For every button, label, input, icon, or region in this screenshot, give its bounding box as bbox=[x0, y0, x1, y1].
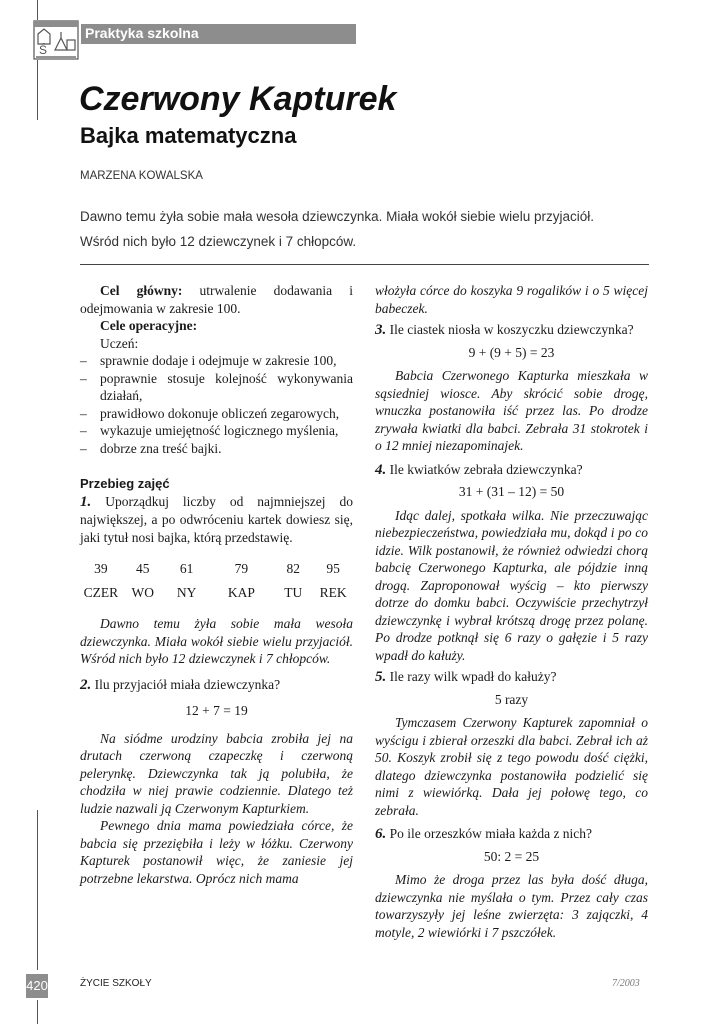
school-logo-icon bbox=[33, 20, 79, 60]
list-item bbox=[80, 352, 353, 370]
syllable-cell: CZER bbox=[83, 584, 119, 600]
task-text: Po ile orzeszków miała każda z nich? bbox=[389, 826, 593, 841]
left-column bbox=[80, 282, 353, 887]
author: MARZENA KOWALSKA bbox=[80, 170, 203, 182]
lead-line: Wśród nich było 12 dziewczynek i 7 chłopców. bbox=[80, 234, 357, 249]
divider bbox=[80, 264, 649, 265]
equation: 5 razy bbox=[494, 691, 529, 707]
task-6 bbox=[375, 825, 648, 844]
margin-rule-foot bbox=[37, 1000, 38, 1024]
equation: 50: 2 = 25 bbox=[483, 848, 540, 864]
list-item bbox=[80, 370, 353, 405]
story-paragraph: Babcia Czerwonego Kapturka mieszkała w sąsiedniej wiosce. Aby skrócić sobie drogę, wnuczka postanowiła iść przez las. Po drodze zrywała kwiatki dla babci. Zebrała 31 stokrotek i o 12 mniej niezapominajek. bbox=[375, 368, 648, 453]
issue-date: 7/2003 bbox=[612, 978, 640, 989]
number-cell: 39 bbox=[94, 561, 108, 576]
dash-bullet: – bbox=[80, 353, 87, 368]
task-text: Ile kwiatków zebrała dziewczynka? bbox=[389, 461, 583, 477]
story-paragraph: Idąc dalej, spotkała wilka. Nie przeczuwając niebezpieczeństwa, powiedziała mu, dokąd i po co idzie. Wilk postanowił, że również odwiedzi chorą babcię Czerwonego Kapturka, ale pójdzie inną drogą. Zaproponował wyścig – kto pierwszy dotrze do domku babci. Oczywiście przechytrzył dziewczynkę i wybrał krótszą drogę przez polanę. Po drodze potknął się 6 razy o gałęzie i 5 razy wpadł do kałuży. bbox=[375, 507, 648, 663]
task-number: 1. bbox=[80, 493, 92, 510]
right-column bbox=[375, 282, 648, 941]
goal-text: utrwalenie dodawania i odejmowania w zakresie 100. bbox=[80, 283, 354, 316]
list-item bbox=[80, 405, 353, 423]
syllable-cell: REK bbox=[319, 584, 347, 600]
section-header bbox=[33, 20, 356, 46]
task-5 bbox=[375, 668, 648, 687]
task-4 bbox=[375, 461, 648, 480]
syllables-row bbox=[80, 584, 353, 602]
student-label: Uczeń: bbox=[100, 335, 139, 351]
number-cell: 95 bbox=[326, 561, 340, 576]
ops-label: Cele operacyjne: bbox=[100, 318, 198, 333]
article-title: Czerwony Kapturek bbox=[79, 80, 397, 118]
list-item-text: wykazuje umiejętność logicznego myślenia, bbox=[100, 423, 339, 438]
syllable-cell: WO bbox=[131, 584, 155, 600]
equation: 9 + (9 + 5) = 23 bbox=[468, 344, 555, 360]
story-paragraph: Dawno temu żyła sobie mała wesoła dziewczynka. Miała wokół siebie wielu przyjaciół. Wśród nich było 12 dziewczynek i 7 chłopców. bbox=[80, 616, 353, 666]
task-text: Ile razy wilk wpadł do kałuży? bbox=[389, 669, 557, 684]
goal-label: Cel główny: bbox=[100, 283, 183, 298]
list-item-text: dobrze zna treść bajki. bbox=[100, 440, 222, 456]
svg-text:Ś: Ś bbox=[39, 43, 48, 57]
story-paragraph: Pewnego dnia mama powiedziała córce, że babcia się przeziębiła i leży w łóżku. Czerwony Kapturek postanowił więc, że zaniesie jej potrzebne lekarstwa. Oprócz nich mama bbox=[80, 818, 353, 886]
page-number: 420 bbox=[26, 974, 48, 998]
story-paragraph: Na siódme urodziny babcia zrobiła jej na drutach czerwoną czapeczkę i czerwoną pelerynkę. Dziewczynka tak ją polubiła, że chodziła w niej prawie codziennie. Dlatego też ludzie nazwali ją Czerwonym Kapturkiem. bbox=[80, 730, 353, 816]
list-item-text: sprawnie dodaje i odejmuje w zakresie 100, bbox=[100, 353, 337, 368]
syllable-cell: TU bbox=[284, 584, 303, 600]
equation: 12 + 7 = 19 bbox=[185, 703, 248, 718]
section-title: Praktyka szkolna bbox=[85, 25, 199, 41]
lead-paragraph bbox=[80, 204, 660, 254]
story-paragraph: Mimo że droga przez las była dość długa, dziewczynka nie myślała o tym. Przez cały czas towarzyszyły jej leśne zwierzęta: 3 zajączki, 4 motyle, 2 wiewiórki i 7 pszczółek. bbox=[375, 872, 648, 940]
margin-rule-top bbox=[37, 0, 38, 20]
number-cell: 61 bbox=[179, 561, 194, 576]
dash-bullet: – bbox=[80, 440, 87, 456]
task-text: Uporządkuj liczby od najmniejszej do największej, a po odwróceniu kartek dowiesz się, jaki tytuł nosi bajka, którą przedstawię. bbox=[80, 493, 353, 545]
task-text: Ile ciastek niosła w koszyczku dziewczynka? bbox=[389, 322, 634, 337]
task-number: 2. bbox=[80, 676, 92, 693]
task-number: 6. bbox=[375, 826, 387, 842]
magazine-name: ŻYCIE SZKOŁY bbox=[80, 978, 152, 989]
dash-bullet: – bbox=[80, 405, 87, 421]
task-number: 3. bbox=[375, 322, 387, 338]
margin-rule-middle bbox=[37, 60, 38, 120]
syllable-cell: KAP bbox=[227, 584, 255, 600]
course-heading: Przebieg zajęć bbox=[80, 476, 170, 491]
lead-line: Dawno temu żyła sobie mała wesoła dziewczynka. Miała wokół siebie wielu przyjaciół. bbox=[80, 209, 594, 224]
list-item-text: prawidłowo dokonuje obliczeń zegarowych, bbox=[100, 405, 340, 421]
list-item bbox=[80, 422, 353, 440]
equation: 31 + (31 – 12) = 50 bbox=[458, 484, 565, 499]
number-cell: 79 bbox=[234, 561, 249, 576]
dash-bullet: – bbox=[80, 370, 87, 386]
margin-rule-bottom bbox=[37, 810, 38, 970]
task-number: 5. bbox=[375, 669, 387, 685]
goal-paragraph bbox=[80, 282, 353, 317]
task-1 bbox=[80, 493, 353, 547]
task-number: 4. bbox=[375, 461, 387, 478]
dash-bullet: – bbox=[80, 423, 87, 438]
task-3 bbox=[375, 321, 648, 340]
list-item bbox=[80, 440, 353, 458]
story-paragraph: Tymczasem Czerwony Kapturek zapomniał o wyścigu i zbierał orzeszki dla babci. Zebrał ich aż 50. Koszyk zrobił się z tego powodu dość ciężki, dlatego dziewczynka postanowiła podzielić się nimi z wiewiórką. Dała jej połowę tego, co zebrała. bbox=[375, 715, 648, 818]
syllable-cell: NY bbox=[176, 584, 197, 600]
ops-heading bbox=[80, 317, 353, 335]
numbers-row bbox=[80, 560, 353, 578]
number-cell: 82 bbox=[286, 561, 300, 576]
task-text: Ilu przyjaciół miała dziewczynka? bbox=[94, 676, 281, 692]
story-paragraph: włożyła córce do koszyka 9 rogalików i o 5 więcej babeczek. bbox=[375, 283, 648, 316]
article-subtitle: Bajka matematyczna bbox=[80, 123, 297, 148]
task-2 bbox=[80, 676, 353, 695]
number-cell: 45 bbox=[136, 561, 150, 576]
list-item-text: poprawnie stosuje kolejność wykonywania działań, bbox=[100, 370, 353, 403]
